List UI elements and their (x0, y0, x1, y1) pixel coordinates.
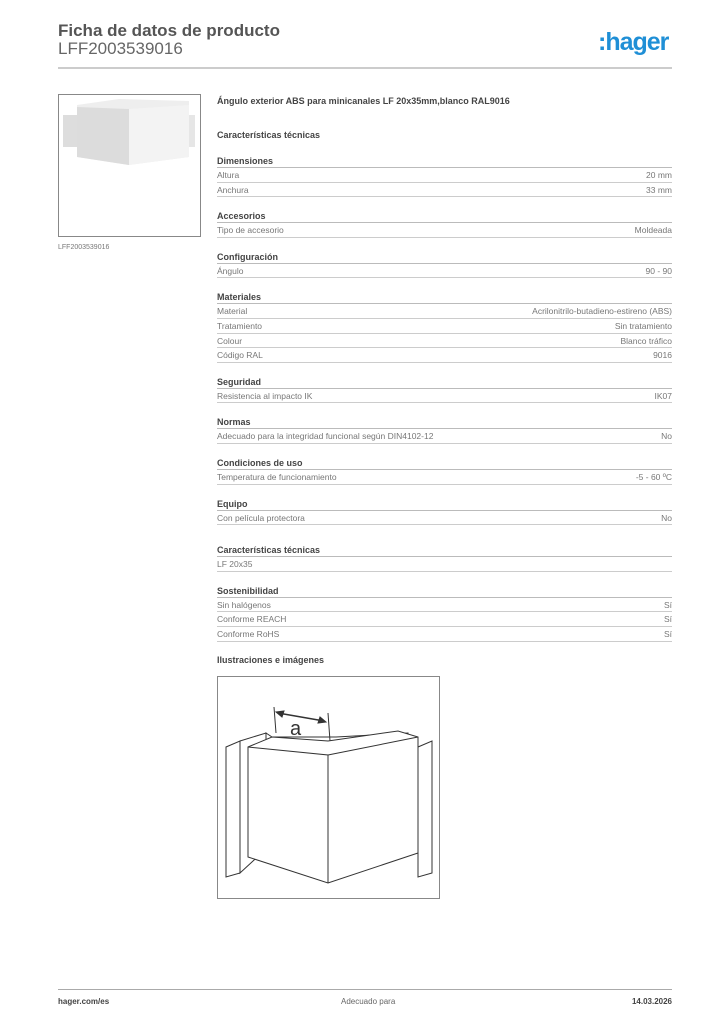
spec-group (217, 456, 672, 485)
spec-value: No (661, 431, 672, 442)
dimension-label: a (290, 718, 302, 740)
spec-value: 90 - 90 (645, 265, 672, 276)
spec-group (217, 154, 672, 197)
spec-row (217, 470, 672, 485)
footer-website-link[interactable]: hager.com/es (58, 997, 110, 1006)
spec-row (217, 348, 672, 363)
product-thumbnail (58, 94, 201, 237)
spec-row (217, 304, 672, 319)
spec-row (217, 627, 672, 642)
spec-group-title: Dimensiones (217, 154, 672, 168)
spec-value: Blanco tráfico (620, 335, 672, 346)
illustrations-title: Ilustraciones e imágenes (217, 655, 325, 665)
spec-group-title: Características técnicas (217, 543, 672, 557)
spec-value: 33 mm (646, 184, 672, 195)
spec-value: Moldeada (634, 225, 672, 236)
spec-value: 20 mm (646, 170, 672, 180)
spec-label: Conforme REACH (217, 614, 287, 625)
spec-row (217, 168, 672, 183)
spec-row (217, 183, 672, 198)
spec-label: Colour (217, 335, 243, 346)
page-title: Ficha de datos de producto (58, 21, 280, 40)
spec-group (217, 584, 672, 642)
spec-group (217, 375, 672, 404)
product-code: LFF2003539016 (58, 39, 183, 58)
spec-label: Sin halógenos (217, 599, 271, 610)
spec-value: Acrilonitrilo-butadieno-estireno (ABS) (532, 306, 672, 317)
spec-value: No (661, 512, 672, 523)
spec-value: IK07 (654, 390, 672, 401)
spec-label: Adecuado para la integridad funcional según DIN4102-12 (217, 431, 434, 442)
spec-value: 9016 (653, 350, 672, 361)
spec-label: Tratamiento (217, 320, 263, 331)
spec-group-title: Condiciones de uso (217, 456, 672, 470)
spec-value: Sin tratamiento (614, 320, 672, 331)
spec-group (217, 415, 672, 444)
spec-row (217, 557, 672, 572)
spec-label: Material (217, 306, 248, 317)
hager-logo: :hager (598, 28, 669, 56)
spec-row (217, 389, 672, 404)
spec-group (217, 543, 672, 572)
spec-row (217, 264, 672, 279)
spec-row (217, 612, 672, 627)
spec-label: Código RAL (217, 350, 263, 361)
spec-group (217, 497, 672, 526)
spec-group-title: Normas (217, 415, 672, 429)
spec-group (217, 290, 672, 362)
spec-label: Ángulo (217, 265, 244, 276)
spec-label: Anchura (217, 184, 249, 195)
spec-column (217, 94, 672, 642)
spec-group-title: Seguridad (217, 375, 672, 389)
section-title: Características técnicas (217, 130, 321, 140)
dimension-drawing (217, 676, 440, 899)
spec-group-title: Sostenibilidad (217, 584, 672, 598)
spec-group (217, 250, 672, 279)
spec-group-title: Materiales (217, 290, 672, 304)
product-description: Ángulo exterior ABS para minicanales LF 20x35mm,blanco RAL9016 (217, 96, 510, 106)
footer-divider (58, 989, 672, 990)
spec-row (217, 334, 672, 349)
thumbnail-caption: LFF2003539016 (58, 244, 110, 251)
spec-group-title: Accesorios (217, 209, 672, 223)
spec-value: Sí (663, 628, 672, 639)
spec-label: Conforme RoHS (217, 628, 280, 639)
spec-label: Temperatura de funcionamiento (217, 471, 337, 482)
footer-date: 14.03.2026 (631, 997, 672, 1006)
spec-value: Sí (663, 614, 672, 625)
spec-label: Altura (217, 170, 240, 180)
spec-value: -5 - 60 ºC (635, 471, 672, 482)
spec-label: Tipo de accesorio (217, 225, 284, 236)
spec-row (217, 319, 672, 334)
spec-group-title: Equipo (217, 497, 672, 511)
spec-row (217, 429, 672, 444)
spec-label: LF 20x35 (217, 559, 253, 570)
spec-group-title: Configuración (217, 250, 672, 264)
spec-row (217, 511, 672, 526)
spec-label: Con película protectora (217, 512, 305, 523)
spec-label: Resistencia al impacto IK (217, 390, 313, 401)
header-divider (58, 67, 672, 69)
spec-row (217, 223, 672, 238)
spec-group (217, 209, 672, 238)
spec-row (217, 598, 672, 613)
footer-center: Adecuado para (341, 997, 396, 1006)
spec-value: Sí (663, 599, 672, 610)
